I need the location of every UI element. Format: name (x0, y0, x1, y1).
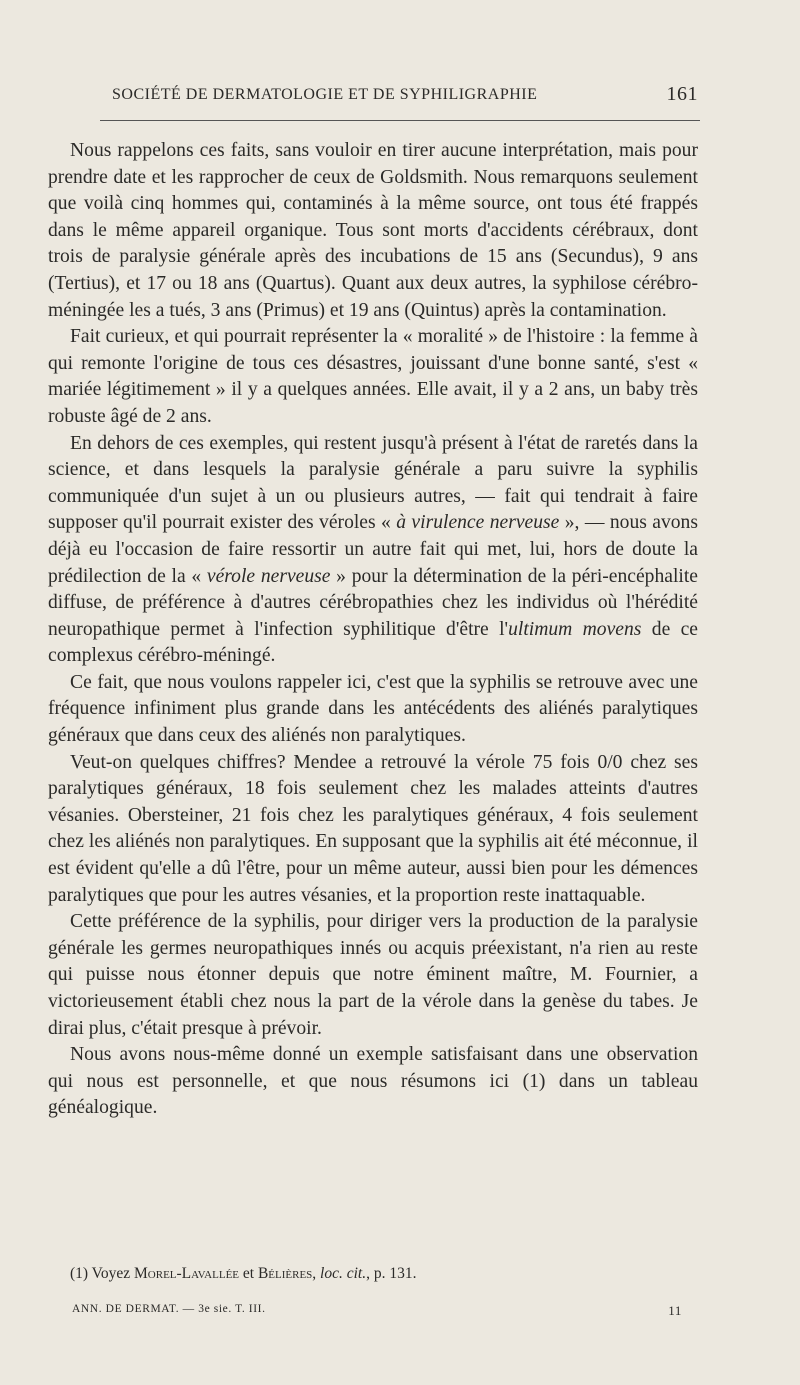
signature-sheet-number: 11 (668, 1303, 682, 1318)
footnote-sep: , (312, 1265, 321, 1282)
paragraph-2: Fait curieux, et qui pourrait représenter la « moralité » de l'histoire : la femme à qui remonte l'origine de tous ces désastres, jouissant d'une bonne santé, s'est « mariée légitimement » il y a quelques années. Elle avait, il y a 2 ans, un baby très robuste âgé de 2 ans. (48, 326, 698, 427)
paragraph-6: Cette préférence de la syphilis, pour diriger vers la production de la paralysie générale les germes neuropathiques innés ou acquis préexistant, n'a rien au reste qui puisse nous étonner depuis que notre éminent maître, M. Fournier, a victorieusement établi chez nous la part de la vérole dans la genèse du tabes. Je dirai plus, c'était presque à prévoir. (48, 911, 698, 1039)
paragraph-7: Nous avons nous-même donné un exemple satisfaisant dans une observation qui nous est personnelle, et que nous résumons ici (1) dans un tableau généalogique. (48, 1044, 698, 1119)
paragraph-3-text-d: de ce complexus cérébro-méningé. (48, 618, 699, 667)
footnote-and: et (239, 1265, 258, 1282)
paragraph-3-italic-1: à virulence nerveuse (396, 512, 560, 534)
paragraph-3-text-a: En dehors de ces exemples, qui restent jusqu'à présent à l'état de raretés dans la science, et dans lesquels la paralysie générale a paru suivre la syphilis communiquée d'un sujet à un ou plusieurs autres, — fait qui tendrait à faire supposer qu'il pourrait exister des véroles « (48, 432, 698, 534)
footnote-marker: (1) Voyez (70, 1265, 134, 1282)
paragraph-3-text-c: » pour la détermination de la péri-encéphalite diffuse, de préférence à d'autres cérébropathies chez les individus où l'hérédité neuropathique permet à l'infection syphilitique d'être l' (48, 565, 698, 640)
paragraph-3-italic-2: vérole nerveuse (206, 565, 331, 587)
page-number: 161 (666, 83, 698, 105)
footnote (70, 1265, 700, 1283)
paragraph-3-italic-3: ultimum movens (508, 618, 642, 640)
header-rule (100, 120, 700, 121)
paragraph-5: Veut-on quelques chiffres? Mendee a retrouvé la vérole 75 fois 0/0 chez ses paralytiques généraux, 18 fois seulement chez les malades atteints d'autres vésanies. Obersteiner, 21 fois chez les paralytiques généraux, 4 fois seulement chez les aliénés non paralytiques. En supposant que la syphilis ait été méconnue, il est évident qu'elle a dû l'être, pour un même auteur, aussi bien pour les démences paralytiques que pour les autres vésanies, et la proportion reste inattaquable. (48, 751, 698, 906)
paragraph-4: Ce fait, que nous voulons rappeler ici, c'est que la syphilis se retrouve avec une fréquence infiniment plus grande dans les antécédents des aliénés paralytiques généraux que dans ceux des aliénés non paralytiques. (48, 671, 698, 747)
running-head-title: SOCIÉTÉ DE DERMATOLOGIE ET DE SYPHILIGRAPHIE (112, 86, 538, 103)
paragraph-3-text-b: », — nous avons déjà eu l'occasion de faire ressortir un autre fait qui met, lui, hors de doute la prédilection de la « (48, 512, 698, 587)
signature-journal: ANN. DE DERMAT. — 3e sie. T. III. (72, 1303, 266, 1315)
footnote-loc-cit: loc. cit. (320, 1265, 367, 1282)
body-text (48, 138, 698, 1122)
footnote-page: , p. 131. (366, 1265, 417, 1282)
footnote-author-1: Morel-Lavallée (134, 1265, 240, 1282)
footnote-author-2: Bélières (257, 1265, 313, 1282)
paragraph-1: Nous rappelons ces faits, sans vouloir en tirer aucune interprétation, mais pour prendre date et les rapprocher de ceux de Goldsmith. Nous remarquons seulement que voilà cinq hommes qui, contaminés à la même source, ont tous été frappés dans le même appareil organique. Tous sont morts d'accidents cérébraux, dont trois de paralysie générale après des incubations de 15 ans (Secundus), 9 ans (Tertius), et 17 ou 18 ans (Quartus). Quant aux deux autres, la syphilose cérébro-méningée les a tués, 3 ans (Primus) et 19 ans (Quintus) après la contamination. (48, 140, 698, 321)
printer-signature (72, 1303, 682, 1318)
paragraph-3 (48, 431, 698, 670)
